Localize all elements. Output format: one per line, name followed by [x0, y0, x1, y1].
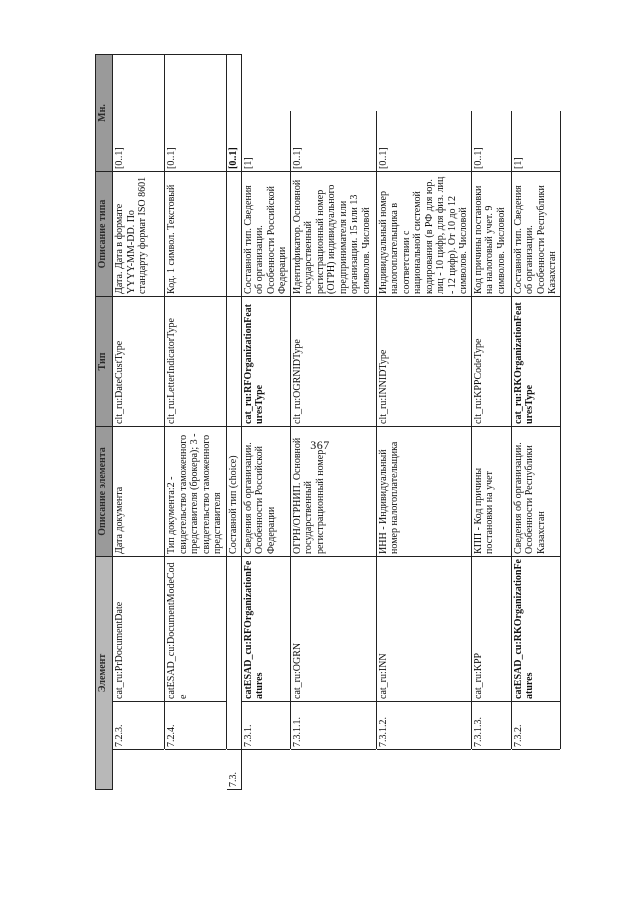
- row-element: [227, 556, 242, 749]
- row-type: clt_ru:OGRNIDType: [290, 296, 376, 426]
- row-mn: [0..1]: [113, 54, 165, 171]
- row-type: clt_ru:LetterIndicatorType: [165, 296, 227, 426]
- rotated-table-region: [95, 55, 558, 790]
- row-type-description: Код причины постановки на налоговый учет. 9 символов. Числовой: [471, 171, 511, 296]
- row-type-description: Составной тип. Сведения об организации. Особенности Республики Казахстан: [511, 171, 560, 296]
- header-type: Тип: [96, 296, 113, 426]
- row-type-description: Код. 1 символ. Текстовый: [165, 171, 227, 296]
- table-row: [376, 54, 471, 789]
- table-row: [290, 54, 376, 789]
- row-element: cat_ru:INN: [376, 556, 471, 701]
- row-number: 7.3.: [227, 750, 242, 790]
- row-number: 7.3.2.: [511, 702, 560, 750]
- row-description: Составной тип (choice): [227, 426, 242, 556]
- data-table: [95, 54, 561, 790]
- row-type-description: Индивидуальный номер налогоплательщика в соответствии с национальной системой кодирования (в РФ для юр. лиц - 10 цифр, для физ. лиц - 12 цифр). От 10 до 12 символов. Числовой: [376, 171, 471, 296]
- header-description: Описание элемента: [96, 426, 113, 556]
- row-type: clt_ru:KPPCodeType: [471, 296, 511, 426]
- row-type: clt_ru:INNIDType: [376, 296, 471, 426]
- row-description: Тип документа:2 - свидетельство таможенного представителя (брокера); 3 - свидетельство таможенного представителя: [165, 426, 227, 556]
- row-element: catESAD_cu:RKOrganizationFeatures: [511, 556, 560, 701]
- table-row: [227, 54, 242, 789]
- row-number: 7.2.4.: [165, 702, 227, 750]
- row-description: Сведения об организации. Особенности Республики Казахстан: [511, 426, 560, 556]
- row-element: catESAD_cu:RFOrganizationFeatures: [241, 556, 290, 701]
- row-type: cat_ru:RFOrganizationFeaturesType: [241, 296, 290, 426]
- row-mn: [1]: [241, 111, 290, 171]
- row-type: [227, 296, 242, 426]
- row-type: clt_ru:DateCustType: [113, 296, 165, 426]
- row-description: Дата документа: [113, 426, 165, 556]
- row-element: cat_ru:KPP: [471, 556, 511, 701]
- row-type-description: Составной тип. Сведения об организации. Особенности Российской Федерации: [241, 171, 290, 296]
- row-type-description: Дата. Дата в формате YYYY-MM-DD. По стандарту формат ISO 8601: [113, 171, 165, 296]
- row-mn: [0..1]: [227, 54, 242, 171]
- table-row: [241, 54, 290, 789]
- row-mn: [0..1]: [165, 54, 227, 171]
- row-element: cat_ru:PrDocumentDate: [113, 556, 165, 701]
- table-row: [113, 54, 165, 789]
- row-mn: [0..1]: [376, 111, 471, 171]
- header-row: [96, 54, 113, 789]
- row-number: 7.3.1.3.: [471, 702, 511, 750]
- row-number: 7.3.1.2.: [376, 702, 471, 750]
- header-element: Элемент: [96, 556, 113, 789]
- row-mn: [1]: [511, 111, 560, 171]
- row-element: cat_ru:OGRN: [290, 556, 376, 701]
- row-number: 7.3.1.: [241, 702, 290, 750]
- table-row: [471, 54, 511, 789]
- row-number: 7.3.1.1.: [290, 702, 376, 750]
- row-description: ИНН - Индивидуальный номер налогоплательщика: [376, 426, 471, 556]
- row-type: cat_ru:RKOrganizationFeaturesType: [511, 296, 560, 426]
- row-description: ОГРН/ОГРНИП. Основной государственный регистрационный номер: [290, 426, 376, 556]
- row-number: 7.2.3.: [113, 702, 165, 750]
- row-description: Сведения об организации. Особенности Российской Федерации: [241, 426, 290, 556]
- row-mn: [0..1]: [290, 111, 376, 171]
- page-number: 367: [310, 438, 330, 452]
- row-mn: [0..1]: [471, 111, 511, 171]
- row-type-description: [227, 171, 242, 296]
- row-type-description: Идентификатор. Основной государственный регистрационный номер (ОГРН) индивидуального предпринимателя или организации. 15 или 13 символов. Числовой: [290, 171, 376, 296]
- row-description: КПП - Код причины постановки на учет: [471, 426, 511, 556]
- row-element: catESAD_cu:DocumentModeCode: [165, 556, 227, 701]
- table-row: [165, 54, 227, 789]
- table-row: [511, 54, 560, 789]
- header-mn: Мн.: [96, 54, 113, 171]
- header-type-description: Описание типа: [96, 171, 113, 296]
